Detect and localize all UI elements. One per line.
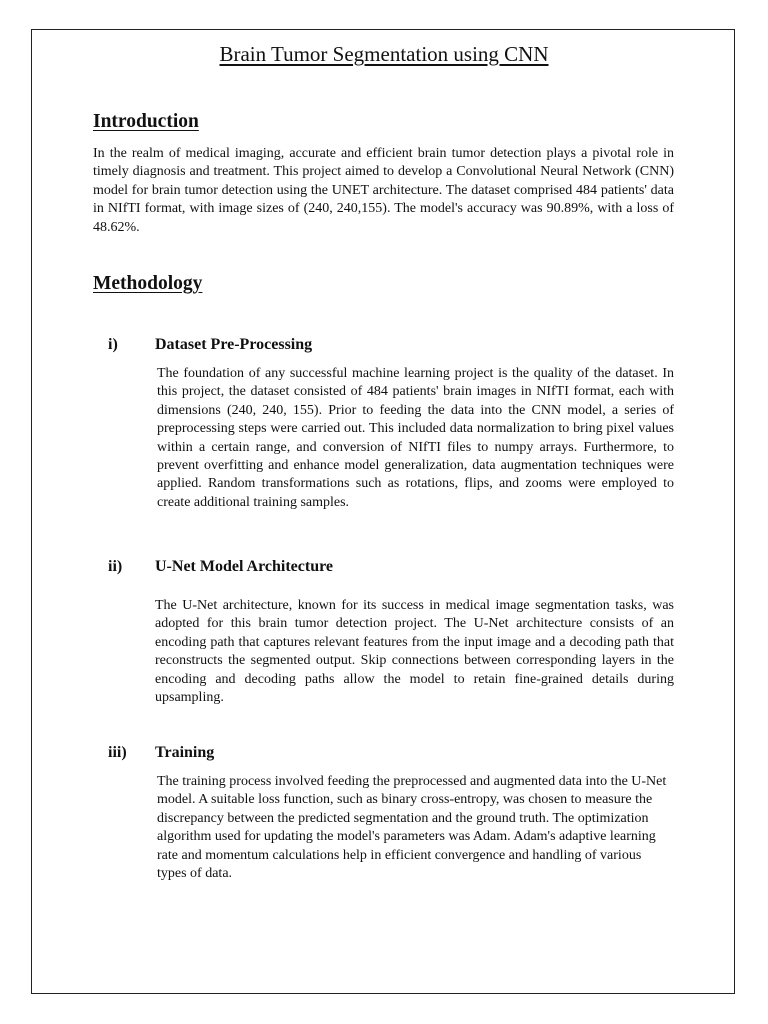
section-title: U-Net Model Architecture xyxy=(155,558,334,575)
methodology-heading: Methodology xyxy=(93,273,203,294)
section-paragraph: The foundation of any successful machine learning project is the quality of the dataset. In this project, the dataset consisted of 484 patients' brain images in NIfTI format, each with dimensions (240, 240, 155). Prior to feeding the data into the CNN model, a series of preprocessing steps were carried out. This included data normalization to bring pixel values within a certain range, and conversion of NIfTI files to numpy arrays. Furthermore, to prevent overfitting and enhance model generalization, data augmentation techniques were applied. Random transformations such as rotations, flips, and zooms were employed to create additional training samples. xyxy=(157,366,674,510)
section-number: ii) xyxy=(108,558,123,575)
section-number: i) xyxy=(108,336,118,353)
document-title: Brain Tumor Segmentation using CNN xyxy=(219,42,549,66)
section-paragraph: The U-Net architecture, known for its success in medical image segmentation tasks, was adopted for this brain tumor detection project. The U-Net architecture consists of an encoding path that captures relevant features from the input image and a decoding path that reconstructs the segmented output. Skip connections between corresponding layers in the encoding and decoding paths allow the model to retain fine-grained details during upsampling. xyxy=(155,598,674,706)
section-number: iii) xyxy=(108,744,127,761)
introduction-heading: Introduction xyxy=(93,111,199,132)
section-title: Dataset Pre-Processing xyxy=(155,336,313,353)
section-paragraph: The training process involved feeding the preprocessed and augmented data into the U-Net model. A suitable loss function, such as binary cross-entropy, was chosen to measure the discrepancy between the predicted segmentation and the ground truth. The optimization algorithm used for updating the model's parameters was Adam. Adam's adaptive learning rate and momentum calculations help in efficient convergence and handling of various types of data. xyxy=(157,774,667,882)
section-title: Training xyxy=(155,744,215,761)
introduction-paragraph: In the realm of medical imaging, accurate and efficient brain tumor detection plays a pivotal role in timely diagnosis and treatment. This project aimed to develop a Convolutional Neural Network (CNN) model for brain tumor detection using the UNET architecture. The dataset comprised 484 patients' data in NIfTI format, with image sizes of (240, 240,155). The model's accuracy was 90.89%, with a loss of 48.62%. xyxy=(93,146,674,235)
